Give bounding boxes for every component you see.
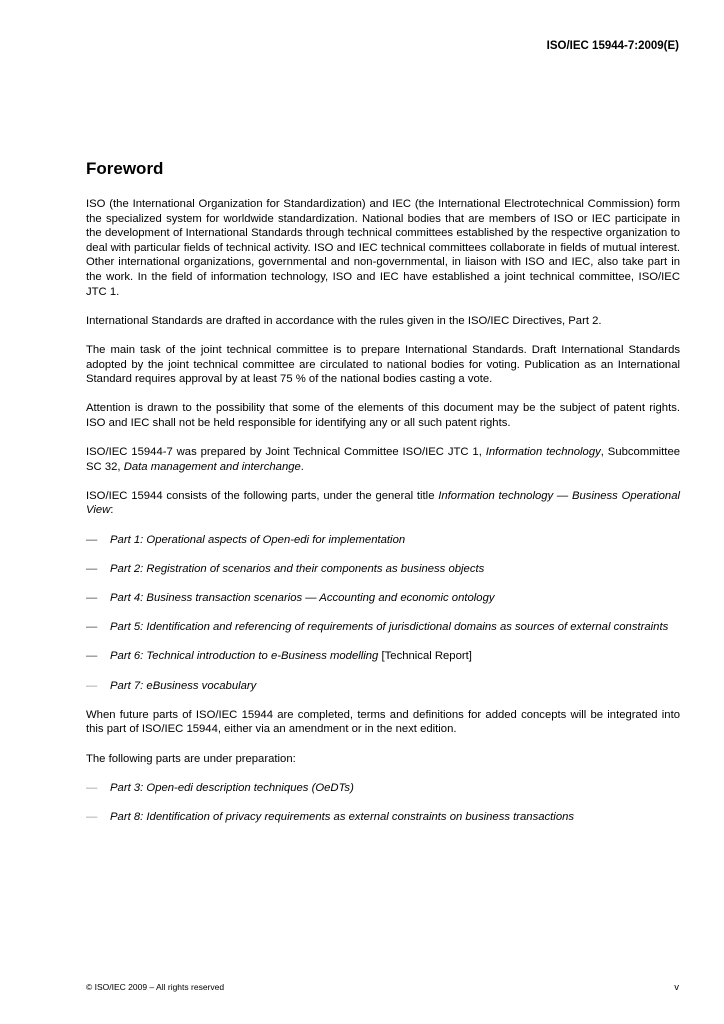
paragraph-future-parts: When future parts of ISO/IEC 15944 are completed, terms and definitions for added concepts will be integrated into this part of ISO/IEC 15944, either via an amendment or in the next edition. bbox=[86, 708, 680, 736]
dash-bullet: — bbox=[86, 592, 98, 605]
paragraph-patent-rights: Attention is drawn to the possibility that some of the elements of this document may be the subject of patent rights. ISO and IEC shall not be held responsible for identifying any or all such patent rights. bbox=[86, 402, 680, 429]
list-item: — Part 8: Identification of privacy requirements as external constraints on business transactions bbox=[86, 810, 575, 823]
dash-bullet: — bbox=[86, 533, 98, 546]
list-item: — Part 1: Operational aspects of Open-edi for implementation bbox=[86, 533, 406, 546]
list-item: — Part 7: eBusiness vocabulary bbox=[86, 679, 257, 692]
dash-bullet: — bbox=[86, 781, 98, 794]
paragraph-parts-intro: ISO/IEC 15944 consists of the following parts, under the general title Information technology — Business Operational View: bbox=[86, 489, 680, 517]
list-item: — Part 6: Technical introduction to e-Business modelling [Technical Report] bbox=[86, 650, 472, 663]
paragraph-prepared-by: ISO/IEC 15944-7 was prepared by Joint Technical Committee ISO/IEC JTC 1, Information technology, Subcommittee SC 32, Data management and interchange. bbox=[86, 446, 681, 473]
preparation-list bbox=[86, 781, 680, 825]
dash-bullet: — bbox=[86, 810, 98, 823]
list-item: — Part 5: Identification and referencing of requirements of jurisdictional domains as sources of external constraints bbox=[86, 621, 669, 634]
dash-bullet: — bbox=[86, 562, 98, 575]
document-reference: ISO/IEC 15944-7:2009(E) bbox=[546, 40, 679, 52]
list-item: — Part 2: Registration of scenarios and their components as business objects bbox=[86, 562, 485, 575]
paragraph-drafting-rules: International Standards are drafted in accordance with the rules given in the ISO/IEC Directives, Part 2. bbox=[86, 314, 602, 327]
foreword-body bbox=[86, 197, 680, 839]
copyright-notice: © ISO/IEC 2009 – All rights reserved bbox=[86, 982, 225, 992]
list-item: — Part 4: Business transaction scenarios — Accounting and economic ontology bbox=[86, 592, 495, 605]
page-title: Foreword bbox=[86, 159, 164, 178]
list-item: — Part 3: Open-edi description techniques (OeDTs) bbox=[86, 781, 354, 794]
paragraph-under-preparation: The following parts are under preparation: bbox=[86, 752, 296, 765]
paragraph-main-task: The main task of the joint technical committee is to prepare International Standards. Draft International Standards adopted by the joint technical committee are circulated to national bodies for voting. Publication as an International Standard requires approval by at least 75 % of the national bodies casting a vote. bbox=[86, 343, 680, 386]
paragraph-organizations: ISO (the International Organization for Standardization) and IEC (the International Electrotechnical Commission) form the specialized system for worldwide standardization. National bodies that are members of ISO or IEC participate in the development of International Standards through technical committees established by the respective organization to deal with particular fields of technical activity. ISO and IEC technical committees collaborate in fields of mutual interest. Other international organizations, governmental and non-governmental, in liaison with ISO and IEC, also take part in the work. In the field of information technology, ISO and IEC have established a joint technical committee, ISO/IEC JTC 1. bbox=[86, 198, 680, 298]
page-number: v bbox=[674, 982, 679, 993]
dash-bullet: — bbox=[86, 679, 98, 692]
dash-bullet: — bbox=[86, 621, 98, 634]
parts-list bbox=[86, 533, 680, 694]
dash-bullet: — bbox=[86, 650, 98, 663]
